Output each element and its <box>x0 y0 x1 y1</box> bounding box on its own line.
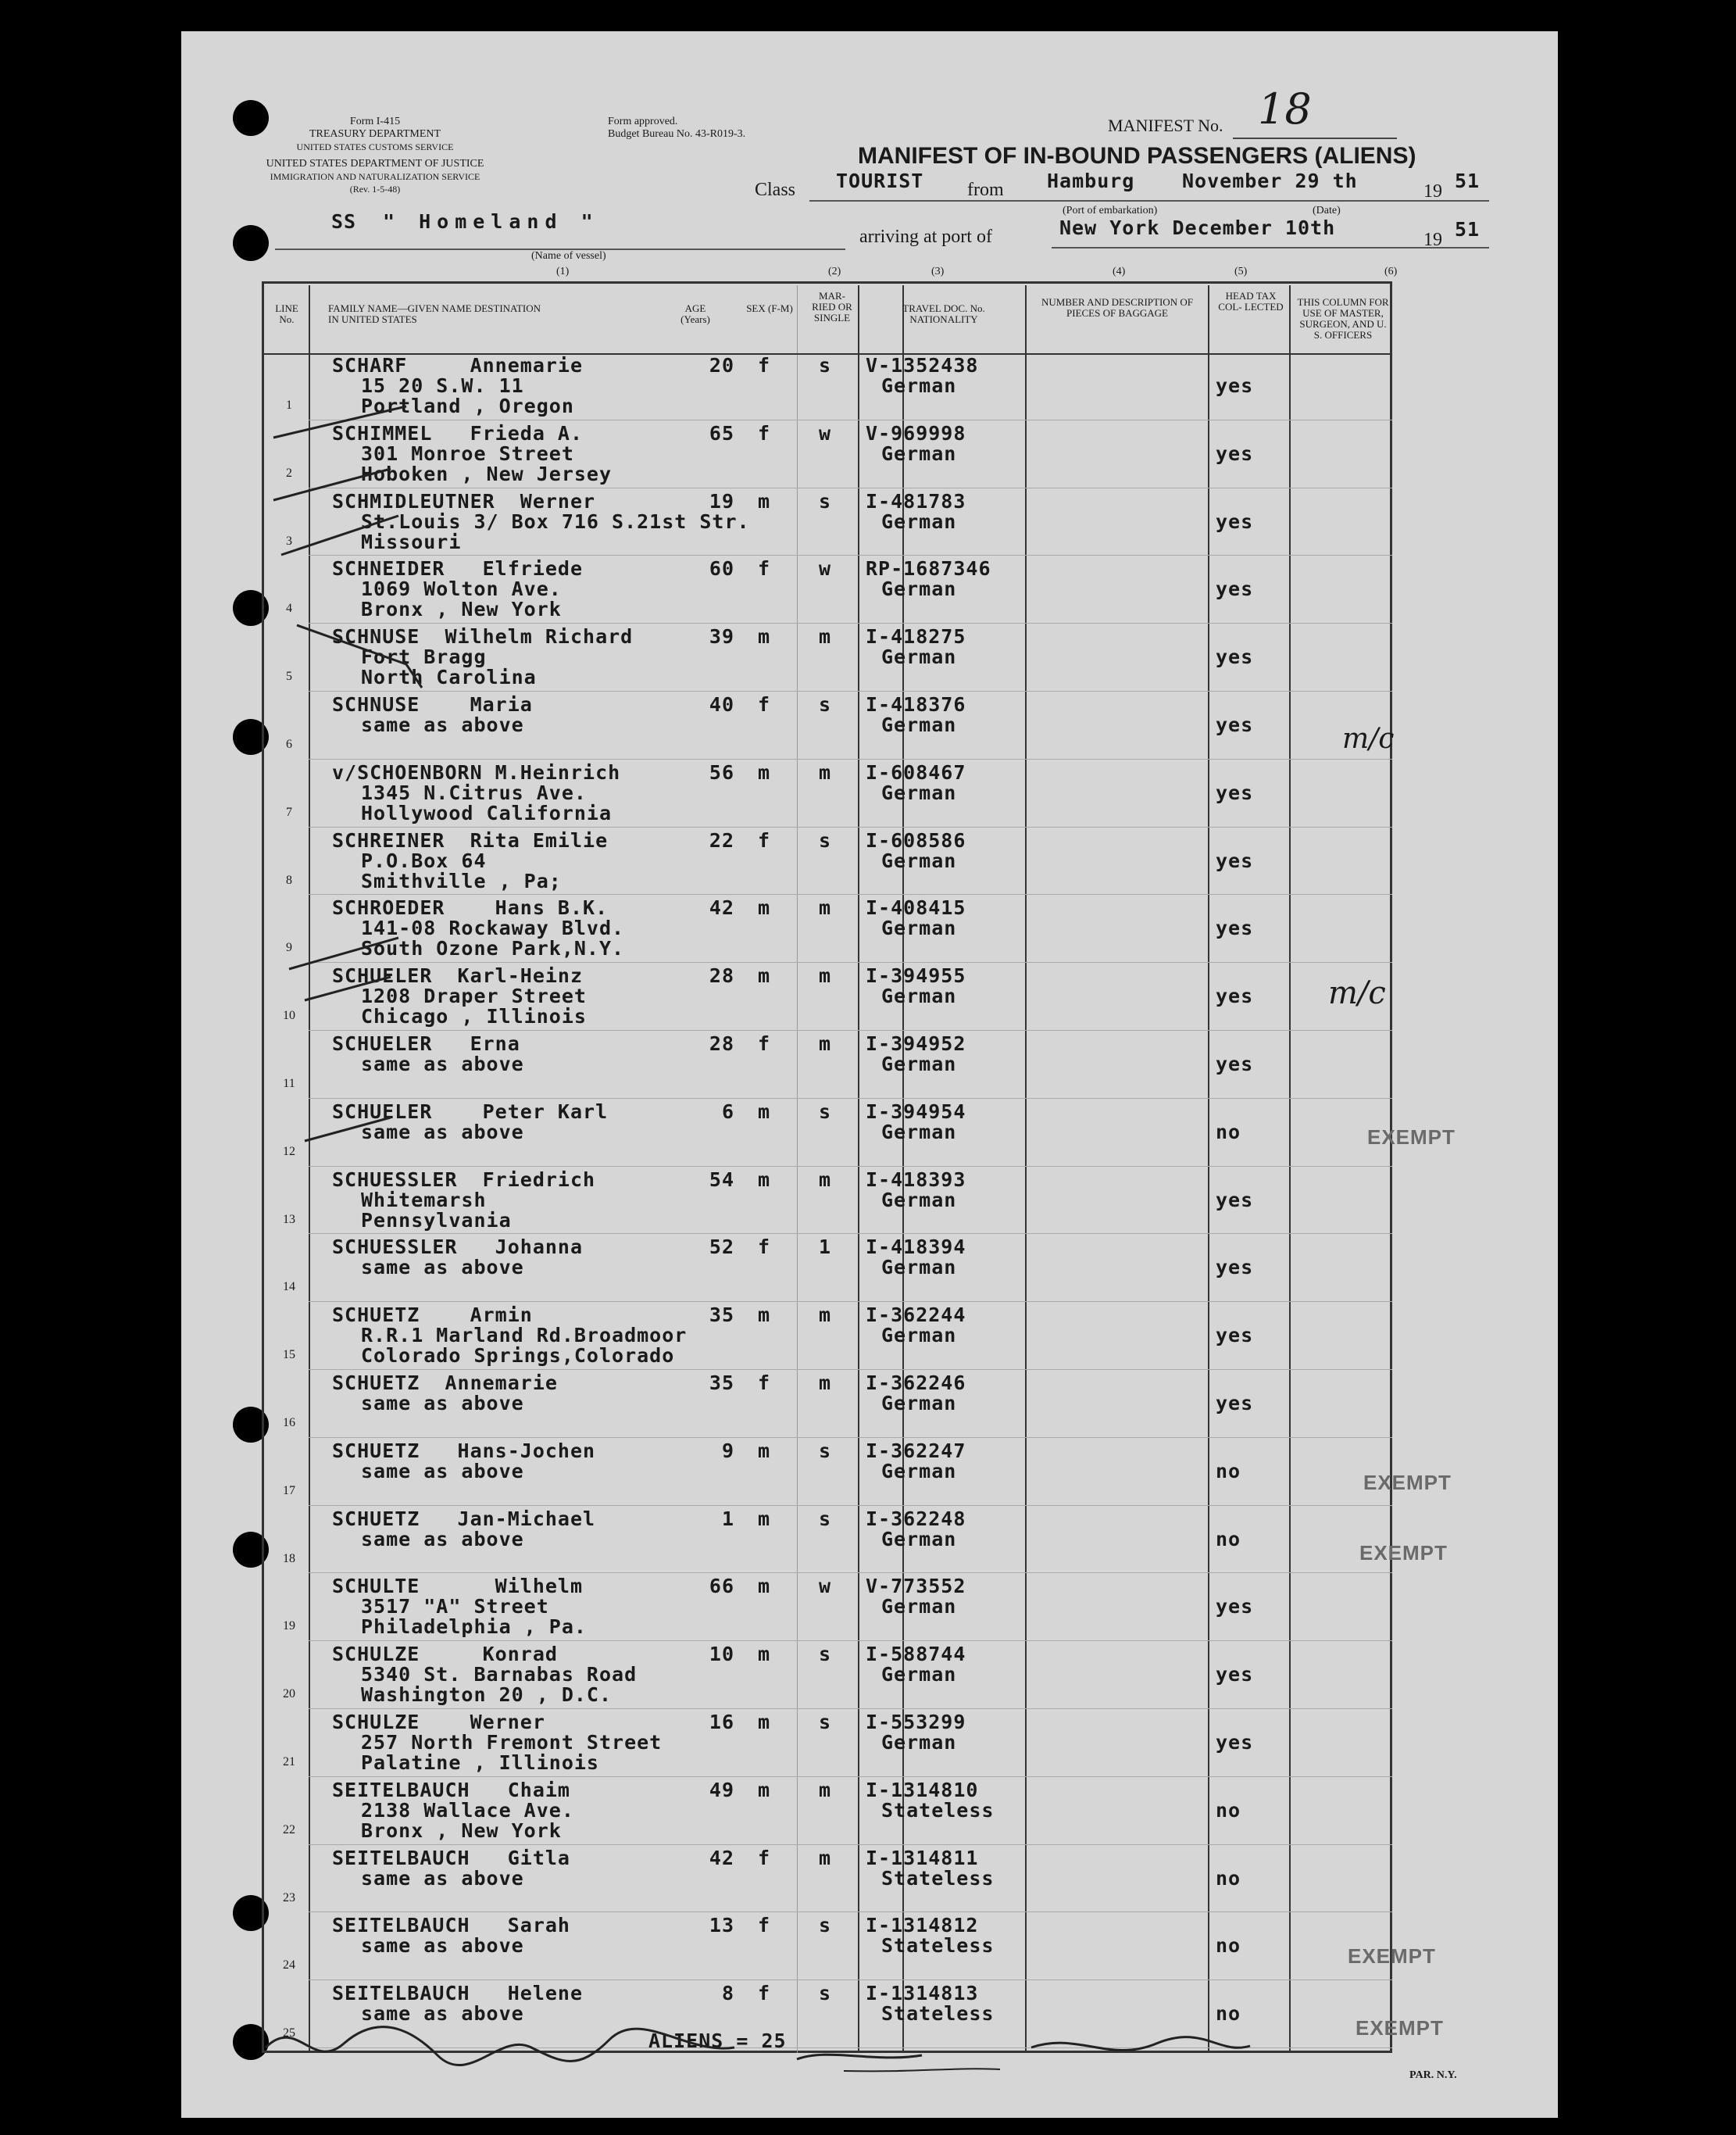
exempt-stamp: EXEMPT <box>1363 1471 1452 1494</box>
nationality: German <box>881 578 957 601</box>
budget-bureau: Budget Bureau No. 43-R019-3. <box>608 128 746 140</box>
marital-status: s <box>819 828 832 852</box>
age: 35 <box>709 1304 734 1327</box>
age: 39 <box>709 625 734 649</box>
head-tax-collected: no <box>1216 1798 1241 1822</box>
travel-doc-number: I-608586 <box>866 828 966 852</box>
marital-status: w <box>819 421 832 445</box>
age: 49 <box>709 1778 734 1801</box>
travel-doc-number: V-1352438 <box>866 354 979 377</box>
head-tax-collected: yes <box>1216 1663 1254 1686</box>
passenger-name: SEITELBAUCH Gitla <box>332 1846 570 1869</box>
head-tax-collected: no <box>1216 1934 1241 1958</box>
age: 65 <box>709 421 734 445</box>
address-line-1: 3517 "A" Street <box>361 1595 549 1618</box>
marital-status: m <box>819 1778 832 1801</box>
handwritten-note: m/c <box>1328 975 1386 1011</box>
head-tax-collected: yes <box>1216 510 1254 533</box>
address-line-2: North Carolina <box>361 666 537 689</box>
age: 19 <box>709 489 734 513</box>
travel-doc-number: I-394955 <box>866 964 966 988</box>
marital-status: s <box>819 489 832 513</box>
year-prefix: 19 <box>1423 181 1442 202</box>
address-line-2: Hoboken , New Jersey <box>361 462 613 485</box>
travel-doc-number: I-588744 <box>866 1643 966 1666</box>
travel-doc-number: I-408415 <box>866 896 966 920</box>
address-line-2: Bronx , New York <box>361 598 562 621</box>
header-baggage: NUMBER AND DESCRIPTION OF PIECES OF BAGGAGE <box>1041 296 1193 319</box>
head-tax-collected: yes <box>1216 1324 1254 1347</box>
age: 56 <box>709 760 734 784</box>
sex: m <box>758 1439 771 1462</box>
marital-status: s <box>819 1100 832 1123</box>
nationality: German <box>881 646 957 669</box>
age: 28 <box>709 964 734 988</box>
head-tax-collected: no <box>1216 1120 1241 1143</box>
nationality: Stateless <box>881 2002 995 2026</box>
head-tax-collected: yes <box>1216 1053 1254 1075</box>
passenger-name: SCHNEIDER Elfriede <box>332 557 584 581</box>
revision: (Rev. 1-5-48) <box>349 184 401 195</box>
sex: f <box>758 1032 771 1055</box>
head-tax-collected: yes <box>1216 1731 1254 1754</box>
travel-doc-number: RP-1687346 <box>866 557 991 581</box>
address-line-1: St.Louis 3/ Box 716 S.21st Str. <box>361 510 750 533</box>
head-tax-collected: yes <box>1216 985 1254 1008</box>
nationality: German <box>881 1053 957 1075</box>
sex: m <box>758 760 771 784</box>
marital-status: m <box>819 1032 832 1055</box>
manifest-title: MANIFEST OF IN-BOUND PASSENGERS (ALIENS) <box>858 143 1416 169</box>
passenger-name: SCHULTE Wilhelm <box>332 1575 584 1598</box>
marital-status: s <box>819 1982 832 2005</box>
sex: f <box>758 1236 771 1259</box>
nationality: German <box>881 985 957 1008</box>
nationality: German <box>881 1256 957 1279</box>
passenger-name: SEITELBAUCH Chaim <box>332 1778 570 1801</box>
sex: m <box>758 1168 771 1191</box>
nationality: German <box>881 713 957 736</box>
sex: m <box>758 489 771 513</box>
ss-prefix: SS <box>331 210 357 233</box>
line-number: 8 <box>286 873 292 887</box>
marital-status: m <box>819 625 832 649</box>
address-line-1: 257 North Fremont Street <box>361 1731 663 1754</box>
head-tax-collected: yes <box>1216 917 1254 940</box>
passenger-name: SCHUETZ Jan-Michael <box>332 1507 596 1530</box>
passenger-name: SCHIMMEL Frieda A. <box>332 421 584 445</box>
address-line-2: Palatine , Illinois <box>361 1751 599 1774</box>
from-label: from <box>967 180 1004 200</box>
marital-status: s <box>819 1507 832 1530</box>
col-num-1: (1) <box>556 266 570 277</box>
arrival-line <box>1052 247 1489 249</box>
sex: f <box>758 1371 771 1394</box>
age: 40 <box>709 693 734 716</box>
col-num-3: (3) <box>931 266 945 277</box>
head-tax-collected: yes <box>1216 578 1254 601</box>
head-tax-collected: no <box>1216 2002 1241 2026</box>
head-tax-collected: yes <box>1216 442 1254 465</box>
address-line-2: Portland , Oregon <box>361 395 574 417</box>
line-number: 5 <box>286 670 292 684</box>
sex: m <box>758 1778 771 1801</box>
nationality: German <box>881 849 957 872</box>
passenger-name: SCHULZE Konrad <box>332 1643 558 1666</box>
address-line-2: Washington 20 , D.C. <box>361 1683 613 1707</box>
nationality: Stateless <box>881 1798 995 1822</box>
travel-doc-number: V-773552 <box>866 1575 966 1598</box>
year-prefix-2: 19 <box>1423 230 1442 250</box>
sex: f <box>758 354 771 377</box>
form-approved: Form approved. <box>608 116 678 127</box>
printer-mark: PAR. N.Y. <box>1409 2069 1457 2081</box>
passenger-name: SCHUELER Karl-Heinz <box>332 964 584 988</box>
handwritten-note: m/c <box>1342 723 1395 755</box>
nationality: German <box>881 1527 957 1550</box>
line-number: 22 <box>283 1822 295 1836</box>
col-num-4: (4) <box>1113 266 1126 277</box>
line-number: 14 <box>283 1280 295 1294</box>
nationality: German <box>881 1459 957 1482</box>
address-line-1: 1208 Draper Street <box>361 985 587 1008</box>
line-number: 21 <box>283 1755 295 1768</box>
year-2: 51 <box>1455 218 1481 241</box>
sex: f <box>758 693 771 716</box>
address-line-1: same as above <box>361 713 524 736</box>
address-line-1: Fort Bragg <box>361 646 487 669</box>
head-tax-collected: yes <box>1216 713 1254 736</box>
marital-status: m <box>819 1846 832 1869</box>
head-tax-collected: yes <box>1216 374 1254 397</box>
passenger-name: SCHNUSE Wilhelm Richard <box>332 625 634 649</box>
address-line-1: same as above <box>361 1053 524 1075</box>
line-number: 3 <box>286 534 292 548</box>
punch-hole <box>233 225 269 261</box>
header-sex: SEX (F-M) <box>746 302 793 314</box>
line-number: 19 <box>283 1619 295 1633</box>
address-line-1: 1345 N.Citrus Ave. <box>361 781 587 804</box>
passenger-name: SCHUESSLER Johanna <box>332 1236 584 1259</box>
sex: m <box>758 964 771 988</box>
marital-status: m <box>819 896 832 920</box>
header-age: AGE (Years) <box>680 302 710 325</box>
line-number: 13 <box>283 1212 295 1226</box>
col-num-6: (6) <box>1384 266 1398 277</box>
head-tax-collected: yes <box>1216 781 1254 804</box>
address-line-1: 301 Monroe Street <box>361 442 574 465</box>
port-of-embarkation: Hamburg <box>1047 170 1135 192</box>
age: 22 <box>709 828 734 852</box>
sex: m <box>758 625 771 649</box>
passenger-name: SCHUETZ Annemarie <box>332 1371 558 1394</box>
sex: m <box>758 1575 771 1598</box>
nationality: German <box>881 1663 957 1686</box>
address-line-1: same as above <box>361 1866 524 1890</box>
marital-status: 1 <box>819 1236 832 1259</box>
age: 13 <box>709 1914 734 1937</box>
age: 28 <box>709 1032 734 1055</box>
line-number: 7 <box>286 805 292 819</box>
nationality: German <box>881 442 957 465</box>
address-line-1: P.O.Box 64 <box>361 849 487 872</box>
age: 6 <box>721 1100 734 1123</box>
marital-status: w <box>819 1575 832 1598</box>
travel-doc-number: I-1314813 <box>866 1982 979 2005</box>
manifest-no-line <box>1233 138 1397 139</box>
age: 42 <box>709 896 734 920</box>
class-label: Class <box>755 180 796 200</box>
line-number: 2 <box>286 466 292 480</box>
marital-status: s <box>819 354 832 377</box>
nationality: German <box>881 781 957 804</box>
address-line-1: same as above <box>361 1256 524 1279</box>
travel-doc-number: I-394954 <box>866 1100 966 1123</box>
nationality: German <box>881 1188 957 1211</box>
travel-doc-number: I-1314810 <box>866 1778 979 1801</box>
line-number: 23 <box>283 1890 295 1904</box>
line-number: 11 <box>283 1077 295 1090</box>
check-marks <box>234 344 547 2063</box>
manifest-no-value: 18 <box>1258 84 1312 134</box>
head-tax-collected: yes <box>1216 1256 1254 1279</box>
address-line-2: Pennsylvania <box>361 1208 512 1232</box>
address-line-1: same as above <box>361 1527 524 1550</box>
address-line-2: Missouri <box>361 530 462 553</box>
address-line-1: same as above <box>361 1459 524 1482</box>
travel-doc-number: I-608467 <box>866 760 966 784</box>
travel-doc-number: I-1314811 <box>866 1846 979 1869</box>
nationality: German <box>881 1120 957 1143</box>
head-tax-collected: yes <box>1216 849 1254 872</box>
age: 60 <box>709 557 734 581</box>
age: 10 <box>709 1643 734 1666</box>
line-number: 15 <box>283 1348 295 1362</box>
exempt-stamp: EXEMPT <box>1367 1125 1456 1149</box>
passenger-name: SCHUELER Peter Karl <box>332 1100 609 1123</box>
travel-doc-number: I-418275 <box>866 625 966 649</box>
nationality: German <box>881 510 957 533</box>
exempt-stamp: EXEMPT <box>1359 1541 1448 1565</box>
address-line-1: 15 20 S.W. 11 <box>361 374 524 397</box>
line-number: 6 <box>286 738 292 751</box>
sex: m <box>758 1100 771 1123</box>
travel-doc-number: I-418393 <box>866 1168 966 1191</box>
nationality: Stateless <box>881 1934 995 1958</box>
embarkation-caption: (Port of embarkation) <box>1063 205 1158 216</box>
line-number: 25 <box>283 2026 295 2040</box>
passenger-name: SCHUESSLER Friedrich <box>332 1168 596 1191</box>
marital-status: s <box>819 1643 832 1666</box>
sex: m <box>758 1304 771 1327</box>
header-officers: THIS COLUMN FOR USE OF MASTER, SURGEON, AND U. S. OFFICERS <box>1297 296 1389 341</box>
passenger-name: SEITELBAUCH Helene <box>332 1982 584 2005</box>
travel-doc-number: I-481783 <box>866 489 966 513</box>
passenger-name: v/SCHOENBORN M.Heinrich <box>332 760 621 784</box>
travel-doc-number: I-362244 <box>866 1304 966 1327</box>
aliens-total: ALIENS = 25 <box>648 2030 787 2052</box>
travel-doc-number: I-394952 <box>866 1032 966 1055</box>
line-number: 9 <box>286 941 292 955</box>
passenger-name: SCHULZE Werner <box>332 1711 545 1733</box>
class-value: TOURIST <box>836 170 924 192</box>
address-line-2: South Ozone Park,N.Y. <box>361 937 625 960</box>
line-number: 12 <box>283 1144 295 1158</box>
age: 20 <box>709 354 734 377</box>
sex: m <box>758 896 771 920</box>
age: 66 <box>709 1575 734 1598</box>
arrival-port-date: New York December 10th <box>1059 216 1336 239</box>
address-line-1: same as above <box>361 2002 524 2026</box>
head-tax-collected: yes <box>1216 646 1254 669</box>
sex: m <box>758 1711 771 1733</box>
line-number: 1 <box>286 399 292 412</box>
travel-doc-number: I-362248 <box>866 1507 966 1530</box>
travel-doc-number: I-418376 <box>866 693 966 716</box>
address-line-1: 2138 Wallace Ave. <box>361 1798 574 1822</box>
marital-status: s <box>819 693 832 716</box>
address-line-1: Whitemarsh <box>361 1188 487 1211</box>
col-num-5: (5) <box>1234 266 1248 277</box>
sex: f <box>758 1982 771 2005</box>
header-line-no: LINE No. <box>275 302 298 325</box>
sex: f <box>758 421 771 445</box>
col-num-2: (2) <box>828 266 841 277</box>
line-number: 18 <box>283 1551 295 1565</box>
nationality: German <box>881 374 957 397</box>
travel-doc-number: I-553299 <box>866 1711 966 1733</box>
line-number: 24 <box>283 1958 295 1972</box>
passenger-name: SCHROEDER Hans B.K. <box>332 896 609 920</box>
year-1: 51 <box>1455 170 1481 192</box>
line-number: 17 <box>283 1483 295 1497</box>
passenger-name: SCHREINER Rita Emilie <box>332 828 609 852</box>
age: 16 <box>709 1711 734 1733</box>
travel-doc-number: I-362246 <box>866 1371 966 1394</box>
arriving-label: arriving at port of <box>859 227 992 247</box>
marital-status: s <box>819 1711 832 1733</box>
address-line-1: 5340 St. Barnabas Road <box>361 1663 638 1686</box>
address-line-1: 1069 Wolton Ave. <box>361 578 562 601</box>
header-married: MAR- RIED OR SINGLE <box>812 290 852 324</box>
address-line-1: 141-08 Rockaway Blvd. <box>361 917 625 940</box>
line-number: 20 <box>283 1687 295 1701</box>
travel-doc-number: I-1314812 <box>866 1914 979 1937</box>
head-tax-collected: yes <box>1216 1595 1254 1618</box>
vessel-caption: (Name of vessel) <box>531 250 606 262</box>
address-line-1: same as above <box>361 1392 524 1414</box>
age: 1 <box>721 1507 734 1530</box>
sex: m <box>758 1643 771 1666</box>
marital-status: s <box>819 1439 832 1462</box>
sex: f <box>758 828 771 852</box>
travel-doc-number: I-362247 <box>866 1439 966 1462</box>
sex: f <box>758 557 771 581</box>
marital-status: m <box>819 1168 832 1191</box>
travel-doc-number: I-418394 <box>866 1236 966 1259</box>
address-line-1: R.R.1 Marland Rd.Broadmoor <box>361 1324 688 1347</box>
exempt-stamp: EXEMPT <box>1356 2016 1444 2040</box>
justice-dept: UNITED STATES DEPARTMENT OF JUSTICE <box>266 158 484 170</box>
age: 8 <box>721 1982 734 2005</box>
nationality: German <box>881 1392 957 1414</box>
sex: m <box>758 1507 771 1530</box>
address-line-2: Hollywood California <box>361 801 613 824</box>
head-tax-collected: no <box>1216 1866 1241 1890</box>
address-line-2: Chicago , Illinois <box>361 1005 587 1028</box>
treasury-dept: TREASURY DEPARTMENT <box>309 128 441 140</box>
age: 9 <box>721 1439 734 1462</box>
passenger-name: SCHUETZ Armin <box>332 1304 533 1327</box>
address-line-2: Smithville , Pa; <box>361 869 562 892</box>
head-tax-collected: yes <box>1216 1188 1254 1211</box>
sex: f <box>758 1914 771 1937</box>
nationality: Stateless <box>881 1866 995 1890</box>
class-line <box>809 200 1489 202</box>
marital-status: m <box>819 760 832 784</box>
embarkation-date: November 29 th <box>1182 170 1358 192</box>
passenger-name: SCHUELER Erna <box>332 1032 520 1055</box>
nationality: German <box>881 1731 957 1754</box>
age: 54 <box>709 1168 734 1191</box>
marital-status: s <box>819 1914 832 1937</box>
address-line-2: Colorado Springs,Colorado <box>361 1344 675 1368</box>
marital-status: w <box>819 557 832 581</box>
header-name: FAMILY NAME—GIVEN NAME DESTINATION IN UNITED STATES <box>328 302 541 325</box>
nationality: German <box>881 917 957 940</box>
marital-status: m <box>819 1371 832 1394</box>
head-tax-collected: yes <box>1216 1392 1254 1414</box>
passenger-name: SCHMIDLEUTNER Werner <box>332 489 596 513</box>
header-tax: HEAD TAX COL- LECTED <box>1218 290 1284 313</box>
form-number: Form I-415 <box>349 116 401 127</box>
line-number: 16 <box>283 1416 295 1429</box>
head-tax-collected: no <box>1216 1527 1241 1550</box>
address-line-2: Philadelphia , Pa. <box>361 1615 587 1639</box>
address-line-2: Bronx , New York <box>361 1819 562 1842</box>
passenger-name: SCHNUSE Maria <box>332 693 533 716</box>
nationality: German <box>881 1324 957 1347</box>
address-line-1: same as above <box>361 1120 524 1143</box>
age: 52 <box>709 1236 734 1259</box>
age: 42 <box>709 1846 734 1869</box>
passenger-name: SCHARF Annemarie <box>332 354 584 377</box>
ins-service: IMMIGRATION AND NATURALIZATION SERVICE <box>270 171 480 182</box>
age: 35 <box>709 1371 734 1394</box>
date-caption: (Date) <box>1313 205 1341 216</box>
marital-status: m <box>819 1304 832 1327</box>
head-tax-collected: no <box>1216 1459 1241 1482</box>
passenger-name: SCHUETZ Hans-Jochen <box>332 1439 596 1462</box>
address-line-1: same as above <box>361 1934 524 1958</box>
manifest-no-label: MANIFEST No. <box>1108 116 1223 135</box>
header-doc: TRAVEL DOC. No. NATIONALITY <box>902 302 985 325</box>
exempt-stamp: EXEMPT <box>1348 1944 1436 1968</box>
vessel-name: " Homeland " <box>383 210 599 233</box>
passenger-name: SEITELBAUCH Sarah <box>332 1914 570 1937</box>
line-number: 4 <box>286 602 292 616</box>
sex: f <box>758 1846 771 1869</box>
line-number: 10 <box>283 1009 295 1023</box>
marital-status: m <box>819 964 832 988</box>
nationality: German <box>881 1595 957 1618</box>
travel-doc-number: V-969998 <box>866 421 966 445</box>
customs-service: UNITED STATES CUSTOMS SERVICE <box>296 141 454 152</box>
